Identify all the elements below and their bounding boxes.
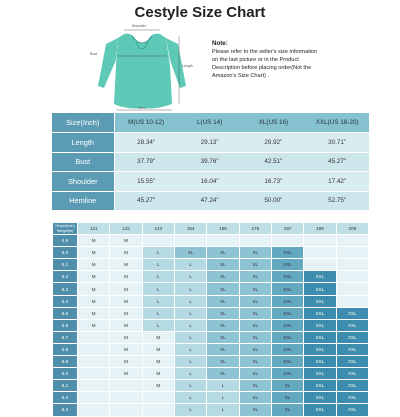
size-cell: XXL — [304, 296, 335, 307]
size-cell: XXL — [304, 404, 335, 415]
hem-label: Hem — [138, 106, 146, 110]
size-cell: M — [143, 356, 174, 367]
size-cell — [337, 296, 368, 307]
page-title: Cestyle Size Chart — [134, 4, 266, 21]
height-label: 5.2 — [53, 271, 77, 282]
size-cell: XXL — [304, 271, 335, 282]
measurement-value: 15.55" — [114, 172, 178, 192]
size-cell: L — [175, 332, 206, 343]
size-cell: XL — [240, 283, 271, 294]
grid-row — [53, 247, 368, 258]
size-cell — [240, 235, 271, 246]
size-cell: M — [78, 259, 109, 270]
shirt-drawing — [86, 26, 196, 112]
size-cell: L — [143, 271, 174, 282]
size-cell: M — [110, 356, 141, 367]
size-cell: L — [207, 380, 238, 391]
size-cell — [78, 368, 109, 379]
size-cell: XXL — [304, 283, 335, 294]
size-cell: M — [78, 283, 109, 294]
grid-row — [53, 235, 368, 246]
size-cell — [110, 380, 141, 391]
height-label: 5.4 — [53, 296, 77, 307]
size-cell: L — [143, 308, 174, 319]
size-cell — [78, 404, 109, 415]
size-cell — [110, 392, 141, 403]
grid-corner-weight: Weight(lb) — [56, 228, 74, 233]
size-cell: XL — [272, 404, 303, 415]
size-cell: XXL — [272, 296, 303, 307]
height-label: 6.2 — [53, 392, 77, 403]
grid-corner — [53, 223, 77, 234]
measurement-value: 30.71" — [305, 133, 369, 153]
size-cell: M — [110, 344, 141, 355]
size-cell: M — [78, 247, 109, 258]
size-cell — [175, 235, 206, 246]
measurement-value: 17.42" — [305, 172, 369, 192]
grid-corner-height: Height(inch) — [55, 224, 75, 229]
size-cell: XL — [240, 247, 271, 258]
size-cell: XXL — [272, 368, 303, 379]
measurement-value: 45.27" — [305, 152, 369, 172]
size-cell: XL — [207, 247, 238, 258]
grid-row — [53, 380, 368, 391]
size-cell: XXL — [304, 392, 335, 403]
weight-header: 187 — [272, 223, 303, 234]
measurement-value: 28.34" — [114, 133, 178, 153]
weight-header: 209 — [337, 223, 368, 234]
measurement-value: 50.00" — [242, 191, 306, 211]
size-cell: XXL — [304, 320, 335, 331]
size-chart-table — [52, 113, 369, 211]
grid-row — [53, 271, 368, 282]
size-cell: L — [175, 368, 206, 379]
size-cell: M — [110, 332, 141, 343]
bust-label: Bust — [90, 52, 98, 56]
height-label: 5.5 — [53, 308, 77, 319]
grid-row — [53, 356, 368, 367]
size-cell: XXL — [337, 392, 368, 403]
height-label: 4.9 — [53, 235, 77, 246]
height-label: 6.0 — [53, 368, 77, 379]
size-cell: M — [143, 368, 174, 379]
size-cell: XL — [207, 344, 238, 355]
size-cell: XL — [240, 356, 271, 367]
height-label: 5.3 — [53, 283, 77, 294]
size-cell: XXL — [304, 344, 335, 355]
height-label: 5.6 — [53, 320, 77, 331]
shirt-illustration — [86, 26, 196, 112]
size-cell: M — [78, 320, 109, 331]
measurement-label: Hemline — [52, 191, 114, 211]
size-cell: XL — [207, 271, 238, 282]
size-cell — [110, 404, 141, 415]
size-cell: XXL — [272, 259, 303, 270]
size-cell: XL — [240, 332, 271, 343]
measurement-value: 16.73" — [242, 172, 306, 192]
size-cell: XXL — [337, 356, 368, 367]
size-cell: XXL — [272, 332, 303, 343]
size-cell — [337, 283, 368, 294]
grid-row — [53, 392, 368, 403]
size-cell: L — [143, 259, 174, 270]
size-cell: M — [110, 320, 141, 331]
measurement-value: 42.51" — [242, 152, 306, 172]
size-cell: XL — [240, 296, 271, 307]
size-cell: L — [143, 283, 174, 294]
size-cell: XXL — [272, 283, 303, 294]
size-cell: M — [110, 296, 141, 307]
size-cell — [304, 235, 335, 246]
size-cell: XXL — [337, 344, 368, 355]
size-column-header: M(US 10-12) — [114, 113, 178, 133]
size-cell — [78, 380, 109, 391]
size-cell: M — [78, 271, 109, 282]
measurement-label: Length — [52, 133, 114, 153]
grid-row — [53, 404, 368, 415]
size-cell: XXL — [304, 368, 335, 379]
size-cell: XL — [240, 392, 271, 403]
weight-header: 121 — [78, 223, 109, 234]
size-cell — [337, 235, 368, 246]
size-column-header: L(US 14) — [178, 113, 242, 133]
size-cell: L — [175, 259, 206, 270]
size-cell: XL — [272, 392, 303, 403]
shoulder-label: Shoulder — [132, 24, 147, 28]
measurement-value: 16.04" — [178, 172, 242, 192]
size-cell: L — [175, 380, 206, 391]
height-label: 5.0 — [53, 247, 77, 258]
weight-header: 165 — [207, 223, 238, 234]
size-cell: M — [110, 247, 141, 258]
size-cell — [78, 356, 109, 367]
size-cell — [337, 247, 368, 258]
size-cell: XL — [240, 308, 271, 319]
weight-header: 154 — [175, 223, 206, 234]
size-cell: XL — [240, 259, 271, 270]
size-cell: M — [143, 344, 174, 355]
size-cell — [78, 392, 109, 403]
measurement-value: 47.24" — [178, 191, 242, 211]
size-cell: XXL — [304, 308, 335, 319]
weight-header: 143 — [143, 223, 174, 234]
size-cell — [143, 392, 174, 403]
size-cell: XL — [207, 368, 238, 379]
size-cell — [337, 259, 368, 270]
size-chart-header-row — [52, 113, 369, 133]
grid-row — [53, 296, 368, 307]
size-cell: XXL — [337, 404, 368, 415]
weight-header: 176 — [240, 223, 271, 234]
measurement-value: 39.76" — [178, 152, 242, 172]
size-cell — [304, 247, 335, 258]
grid-row — [53, 332, 368, 343]
size-cell — [143, 235, 174, 246]
size-chart-row — [52, 191, 369, 211]
size-cell: L — [175, 392, 206, 403]
size-cell: XXL — [272, 344, 303, 355]
size-cell: M — [110, 283, 141, 294]
size-cell: M — [110, 368, 141, 379]
size-chart-corner: Size(Inch) — [52, 113, 114, 133]
size-cell: XXL — [337, 380, 368, 391]
size-cell: XXL — [272, 320, 303, 331]
size-cell: M — [143, 380, 174, 391]
note-line: Amazon's Size Chart) . — [212, 73, 270, 79]
height-label: 5.7 — [53, 332, 77, 343]
size-cell: XXL — [337, 308, 368, 319]
size-cell: XXL — [272, 247, 303, 258]
size-chart-row — [52, 172, 369, 192]
size-cell: XL — [175, 247, 206, 258]
size-cell: XL — [240, 271, 271, 282]
height-label: 5.8 — [53, 344, 77, 355]
size-cell: XXL — [304, 356, 335, 367]
size-cell: XXL — [272, 308, 303, 319]
note-line: Description before placing order(Not the — [212, 65, 312, 71]
grid-body — [53, 235, 368, 415]
height-label: 6.1 — [53, 380, 77, 391]
size-cell: XXL — [272, 356, 303, 367]
size-cell: M — [110, 308, 141, 319]
size-chart-row — [52, 133, 369, 153]
size-cell: M — [78, 308, 109, 319]
measurement-label: Bust — [52, 152, 114, 172]
note-title: Note: — [212, 40, 228, 47]
grid-row — [53, 344, 368, 355]
size-cell: XL — [240, 320, 271, 331]
size-cell: L — [175, 356, 206, 367]
measurement-value: 45.27" — [114, 191, 178, 211]
size-cell: L — [143, 320, 174, 331]
size-cell: L — [143, 296, 174, 307]
size-cell: XL — [240, 344, 271, 355]
size-cell: L — [207, 392, 238, 403]
size-column-header: XXL(US 18-20) — [305, 113, 369, 133]
grid-row — [53, 259, 368, 270]
height-label: 5.1 — [53, 259, 77, 270]
size-cell: XXL — [304, 332, 335, 343]
measurement-value: 29.13" — [178, 133, 242, 153]
size-cell: XL — [207, 296, 238, 307]
size-cell — [78, 344, 109, 355]
size-cell — [272, 235, 303, 246]
measurement-value: 52.75" — [305, 191, 369, 211]
size-cell: M — [78, 235, 109, 246]
height-weight-grid — [52, 222, 369, 417]
size-cell: XL — [207, 259, 238, 270]
grid-row — [53, 368, 368, 379]
weight-header: 132 — [110, 223, 141, 234]
size-cell — [337, 271, 368, 282]
length-label: Length — [182, 64, 193, 68]
size-cell: XL — [240, 368, 271, 379]
size-cell: XXL — [337, 332, 368, 343]
measurement-value: 37.79" — [114, 152, 178, 172]
note-line: Please refer to the seller's size information — [212, 49, 318, 55]
size-cell: XXL — [337, 320, 368, 331]
grid-row — [53, 308, 368, 319]
size-cell — [207, 235, 238, 246]
size-cell: L — [143, 247, 174, 258]
grid-row — [53, 283, 368, 294]
size-cell: L — [175, 320, 206, 331]
measurement-value: 29.92" — [242, 133, 306, 153]
size-cell: M — [110, 259, 141, 270]
size-cell: XXL — [304, 380, 335, 391]
size-cell: L — [175, 344, 206, 355]
size-cell: L — [175, 404, 206, 415]
grid-row — [53, 320, 368, 331]
size-cell: M — [110, 235, 141, 246]
weight-header: 198 — [304, 223, 335, 234]
size-cell: L — [175, 271, 206, 282]
size-cell: XL — [207, 283, 238, 294]
size-chart-row — [52, 152, 369, 172]
size-cell — [143, 404, 174, 415]
grid-header-row — [53, 223, 368, 234]
size-cell: XL — [207, 320, 238, 331]
size-cell: XL — [207, 356, 238, 367]
size-cell: XXL — [272, 271, 303, 282]
size-cell: M — [110, 271, 141, 282]
size-cell: XL — [272, 380, 303, 391]
height-label: 6.3 — [53, 404, 77, 415]
size-cell: L — [175, 308, 206, 319]
note-line: on the last picture or in the Product — [212, 57, 299, 63]
size-column-header: XL(US 16) — [242, 113, 306, 133]
size-cell: XL — [207, 332, 238, 343]
size-cell: XXL — [337, 368, 368, 379]
size-cell — [304, 259, 335, 270]
size-cell: XL — [240, 404, 271, 415]
size-cell: M — [78, 296, 109, 307]
note-block — [212, 40, 388, 80]
measurement-label: Shoulder — [52, 172, 114, 192]
size-cell: XL — [207, 308, 238, 319]
height-label: 5.9 — [53, 356, 77, 367]
size-cell — [78, 332, 109, 343]
size-cell: L — [175, 283, 206, 294]
size-cell: L — [207, 404, 238, 415]
size-cell: XL — [240, 380, 271, 391]
size-cell: M — [143, 332, 174, 343]
size-cell: L — [175, 296, 206, 307]
